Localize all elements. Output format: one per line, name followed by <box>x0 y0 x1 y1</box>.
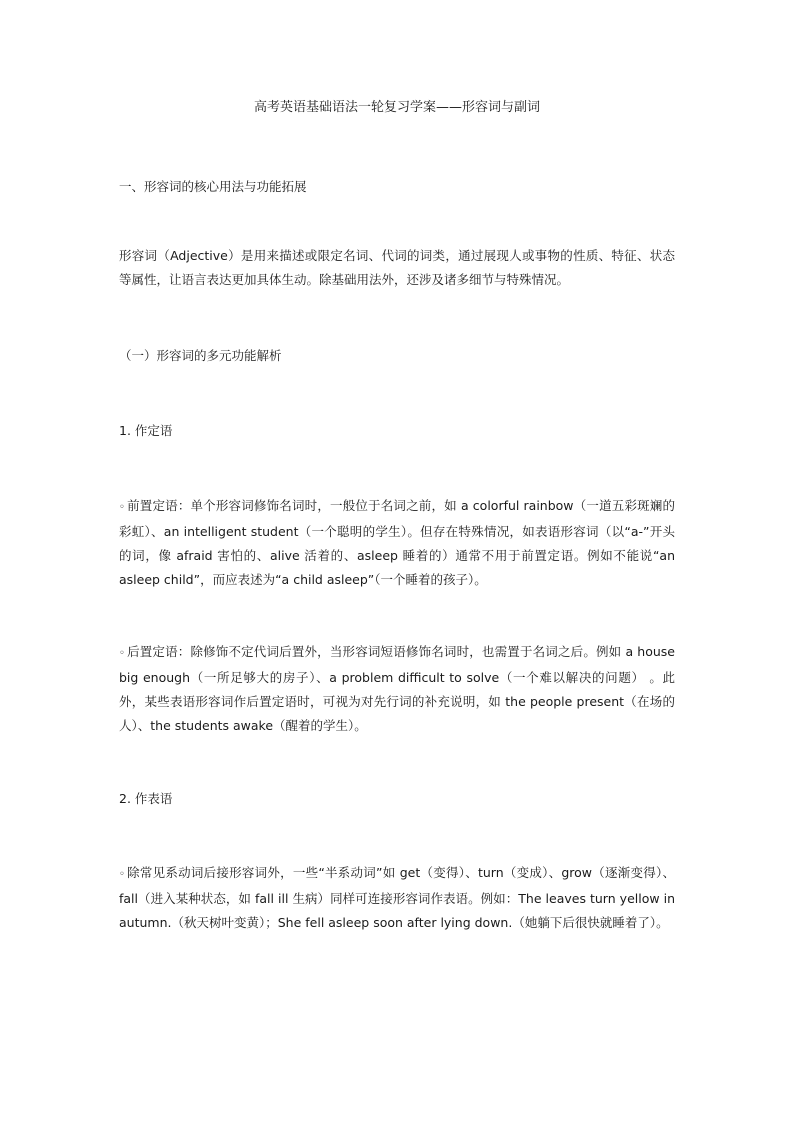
intro-paragraph: 形容词（Adjective）是用来描述或限定名词、代词的词类，通过展现人或事物的性质、特征、状态等属性，让语言表达更加具体生动。除基础用法外，还涉及诸多细节与特殊情况。 <box>119 248 675 287</box>
paragraph-text: 后置定语：除修饰不定代词后置外，当形容词短语修饰名词时，也需置于名词之后。例如 a house big enough（一所足够大的房子）、a problem difficult to solve（一个难以解决的问题） 。此外，某些表语形容词作后置定语时，可视为对先行词的补充说明，如 the people present（在场的人）、the students awake（醒着的学生）。 <box>119 644 675 733</box>
paragraph-postpositive-attributive <box>119 640 675 738</box>
paragraph-text: 除常见系动词后接形容词外，一些“半系动词”如 get（变得）、turn（变成）、grow（逐渐变得）、fall（进入某种状态，如 fall ill 生病）同样可连接形容词作表语。例如：The leaves turn yellow in autumn.（秋天树叶变黄）；She fell asleep soon after lying down.（她躺下后很快就睡着了）。 <box>119 865 675 930</box>
item-heading-predicative: 2. 作表语 <box>119 791 173 806</box>
subsection-heading: （一）形容词的多元功能解析 <box>119 348 282 363</box>
paragraph-prepositive-attributive <box>119 494 675 592</box>
paragraph-predicative <box>119 861 675 935</box>
section-heading: 一、形容词的核心用法与功能拓展 <box>119 179 307 194</box>
paragraph-text: 前置定语：单个形容词修饰名词时，一般位于名词之前，如 a colorful rainbow（一道五彩斑斓的彩虹）、an intelligent student（一个聪明的学生）。但存在特殊情况，如表语形容词（以“a-”开头的词，像 afraid 害怕的、alive 活着的、asleep 睡着的）通常不用于前置定语。例如不能说“an asleep child”，而应表述为“a child asleep”（一个睡着的孩子）。 <box>119 498 675 587</box>
bullet-icon: ◦ <box>119 869 126 880</box>
document-title: 高考英语基础语法一轮复习学案——形容词与副词 <box>253 100 540 115</box>
bullet-icon: ◦ <box>119 648 126 659</box>
item-heading-attributive: 1. 作定语 <box>119 423 173 438</box>
bullet-icon: ◦ <box>119 502 126 513</box>
